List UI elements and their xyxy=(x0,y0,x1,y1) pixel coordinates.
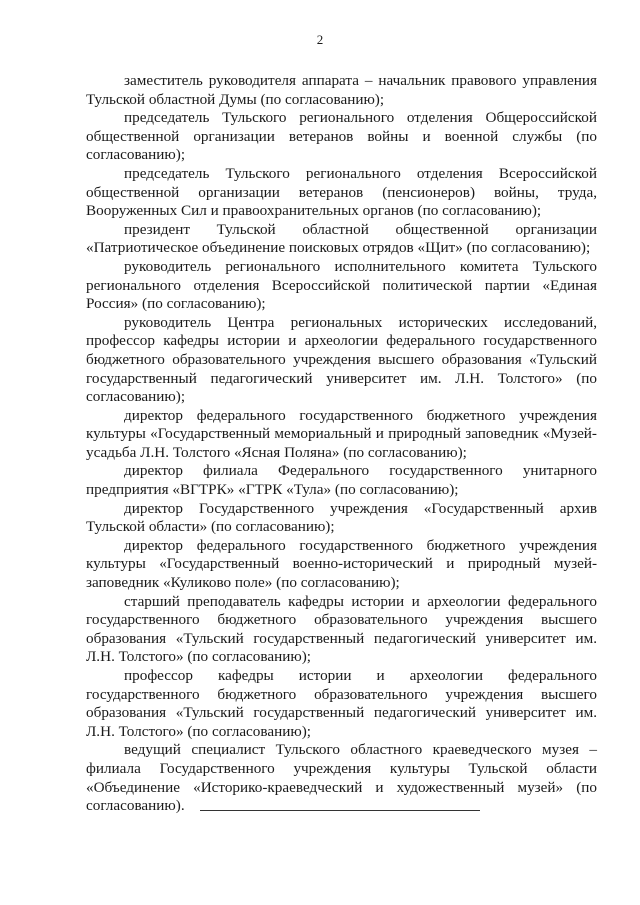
list-item: ведущий специалист Тульского областного краеведческого музея – филиала Государственного учреждения культуры Тульской области «Объединение «Историко-краеведческий и художественный музей» (по согласованию). xyxy=(86,741,597,815)
member-list xyxy=(86,72,597,816)
page-number: 2 xyxy=(316,32,324,47)
list-item: руководитель Центра региональных исторических исследований, профессор кафедры истории и археологии федерального государственного бюджетного образовательного учреждения высшего образования «Тульский государственный педагогический университет им. Л.Н. Толстого» (по согласованию); xyxy=(86,313,597,406)
list-item: директор федерального государственного бюджетного учреждения культуры «Государственный мемориальный и природный заповедник «Музей-усадьба Л.Н. Толстого «Ясная Поляна» (по согласованию); xyxy=(86,406,597,461)
list-item: руководитель регионального исполнительного комитета Тульского регионального отделения Всероссийской политической партии «Единая Россия» (по согласованию); xyxy=(86,257,597,313)
list-item: президент Тульской областной общественной организации «Патриотическое объединение поисковых отрядов «Щит» (по согласованию); xyxy=(86,220,597,257)
list-item: директор Государственного учреждения «Государственный архив Тульской области» (по согласованию); xyxy=(86,499,597,536)
list-item: директор филиала Федерального государственного унитарного предприятия «ВГТРК» «ГТРК «Тула» (по согласованию); xyxy=(86,462,597,499)
list-item: профессор кафедры истории и археологии федерального государственного бюджетного образовательного учреждения высшего образования «Тульский государственный педагогический университет им. Л.Н. Толстого» (по согласованию); xyxy=(86,667,597,740)
list-item: председатель Тульского регионального отделения Всероссийской общественной организации ветеранов (пенсионеров) войны, труда, Вооруженных Сил и правоохранительных органов (по согласованию); xyxy=(86,164,597,220)
list-item: директор федерального государственного бюджетного учреждения культуры «Государственный военно-исторический и природный музей-заповедник «Куликово поле» (по согласованию); xyxy=(86,536,597,592)
closing-divider-line xyxy=(200,810,480,811)
list-item: председатель Тульского регионального отделения Общероссийской общественной организации ветеранов войны и военной службы (по согласованию); xyxy=(86,109,597,164)
list-item: заместитель руководителя аппарата – начальник правового управления Тульской областной Думы (по согласованию); xyxy=(86,72,597,108)
list-item: старший преподаватель кафедры истории и археологии федерального государственного бюджетного образовательного учреждения высшего образования «Тульский государственный педагогический университет им. Л.Н. Толстого» (по согласованию); xyxy=(86,592,597,666)
